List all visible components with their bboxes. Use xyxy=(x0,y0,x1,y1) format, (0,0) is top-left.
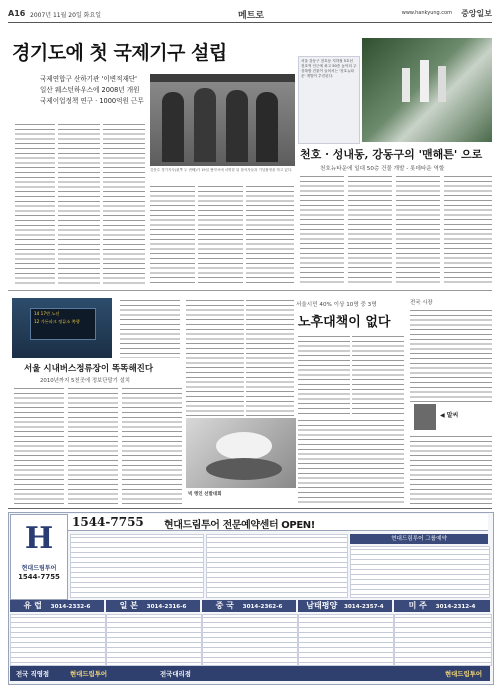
feature-headline: 천호 · 성내동, 강동구의 '맨해튼' 으로 xyxy=(300,148,483,161)
feature-info-box xyxy=(298,56,360,144)
ad-region-row xyxy=(10,600,490,612)
region-name: 중 국 xyxy=(215,601,234,610)
region-listing[interactable] xyxy=(106,614,202,666)
ad-logo-tile[interactable] xyxy=(10,514,68,600)
opinion-col xyxy=(410,308,492,402)
lead-deck xyxy=(40,74,150,107)
ad-logo-icon: H xyxy=(24,521,54,556)
lead-headline: 경기도에 첫 국제기구 설립 xyxy=(12,42,227,64)
ad-group-label: 현대드림투어 그룹예약 xyxy=(350,534,488,544)
ad-package-block[interactable] xyxy=(70,534,204,598)
bus-display-line: 12 가든파크 정류소 쪽행 xyxy=(34,319,80,324)
region-tel: 3014-2316-6 xyxy=(146,604,187,610)
center-body-col xyxy=(186,298,244,416)
region-tel: 3014-2357-4 xyxy=(344,604,384,610)
small-story-col xyxy=(68,386,118,504)
lower-story-col xyxy=(298,418,404,504)
feature-body-col xyxy=(348,174,392,284)
region-name: 미 주 xyxy=(408,601,427,610)
region-tab[interactable] xyxy=(394,600,490,612)
pageant-photo xyxy=(186,418,296,488)
issue-date: 2007년 11월 20일 화요일 xyxy=(30,12,102,19)
deck-line: 국제연합구 산하기관 '이변적재단' xyxy=(40,75,137,83)
lower-story-col xyxy=(352,334,404,414)
ad-banner xyxy=(68,514,488,531)
ad-rule xyxy=(8,508,492,509)
page-number: A16 xyxy=(8,9,26,18)
bus-display-line: 14 17번 노선 xyxy=(34,311,60,316)
feature-body-col xyxy=(396,174,440,284)
lead-body-col xyxy=(15,122,55,286)
feature-aerial-photo xyxy=(362,38,492,142)
region-listing[interactable] xyxy=(202,614,298,666)
lead-body-col xyxy=(150,184,195,286)
lower-story-col xyxy=(298,334,350,414)
region-tel: 3014-2312-4 xyxy=(435,604,476,610)
region-listing[interactable] xyxy=(394,614,492,666)
pageant-caption: 빅 앵인 선발대회 xyxy=(188,492,222,497)
newspaper-logo: 중앙일보 xyxy=(461,9,492,18)
lead-body-col xyxy=(198,184,243,286)
ad-logo-phone: 1544-7755 xyxy=(18,573,60,581)
lead-photo-caption: 김문수 경기지사(왼쪽 두 번째)가 19일 협약서에 서명한 뒤 참석자들과 기념촬영을 하고 있다. xyxy=(150,168,293,172)
region-tab[interactable] xyxy=(202,600,296,612)
lead-photo xyxy=(150,74,295,166)
small-story-col xyxy=(122,386,182,504)
footer-agencies: 전국대리점 xyxy=(160,670,191,678)
opinion-title: 전국 시장 xyxy=(410,300,433,306)
section-rule xyxy=(8,290,492,291)
website-url[interactable]: www.hankyung.com xyxy=(401,10,452,16)
ad-footer xyxy=(10,666,490,681)
small-story-col xyxy=(14,386,64,504)
page-header xyxy=(8,6,492,22)
ad-logo-name: 현대드림투어 xyxy=(21,565,57,572)
small-story-headline: 서울 시내버스정류장이 똑똑해진다 xyxy=(24,364,154,374)
bus-info-photo xyxy=(12,298,112,358)
lower-story-headline: 노후대책이 없다 xyxy=(298,315,391,330)
region-tab[interactable] xyxy=(10,600,104,612)
deck-line: 일산 웨스턴하우스에 2008년 개원 xyxy=(40,86,140,94)
header-rule xyxy=(8,22,492,23)
region-name: 남태평양 xyxy=(306,601,338,610)
lead-body-col xyxy=(246,184,294,286)
region-name: 일 본 xyxy=(119,601,138,610)
feature-subhead: 천호뉴타운에 일대 50층 건물 개발 - 롯데타운 역할 xyxy=(320,166,445,172)
lower-story-kicker: 서울시민 40% 이상 10명 중 3명 xyxy=(296,302,377,308)
lead-body-col xyxy=(58,122,100,286)
small-story-subhead: 2010년까지 5천곳에 정보단말기 설치 xyxy=(40,378,130,384)
region-tab[interactable] xyxy=(298,600,392,612)
section-title: 메트로 xyxy=(238,11,265,21)
lead-body-col xyxy=(103,122,145,286)
columnist-photo xyxy=(414,404,436,430)
footer-brand-right: 현대드림투어 xyxy=(444,670,482,678)
feature-box-text: 서울 강동구 천호동 지하철 5호선 천호역 인근에 최고 50층 높이의 주상복합 건물이 들어서는 '천호뉴타운' 개발이 추진된다. xyxy=(301,59,357,78)
ad-phone[interactable]: 1544-7755 xyxy=(72,515,144,529)
region-listing[interactable] xyxy=(10,614,106,666)
region-tel: 3014-2332-6 xyxy=(50,604,91,610)
center-body-col xyxy=(246,298,294,416)
opinion-tag: ◀ 말씨 xyxy=(440,412,459,419)
region-listing[interactable] xyxy=(298,614,394,666)
footer-brand: 현대드림투어 xyxy=(70,670,108,678)
ad-package-block[interactable] xyxy=(350,546,490,598)
opinion-col xyxy=(410,434,492,504)
region-tab[interactable] xyxy=(106,600,200,612)
ad-banner-text: 현대드림투어 전문예약센터 OPEN! xyxy=(164,520,315,531)
region-tel: 3014-2362-6 xyxy=(242,604,283,610)
region-name: 유 럽 xyxy=(23,601,42,610)
feature-body-col xyxy=(300,174,344,284)
small-story-aside xyxy=(120,298,180,358)
footer-branches: 전국 직영점 xyxy=(16,670,50,678)
ad-package-block[interactable] xyxy=(206,534,348,598)
deck-line: 국제이업정책 연구 · 1000억원 근무 xyxy=(40,97,144,105)
feature-body-col xyxy=(444,174,492,284)
